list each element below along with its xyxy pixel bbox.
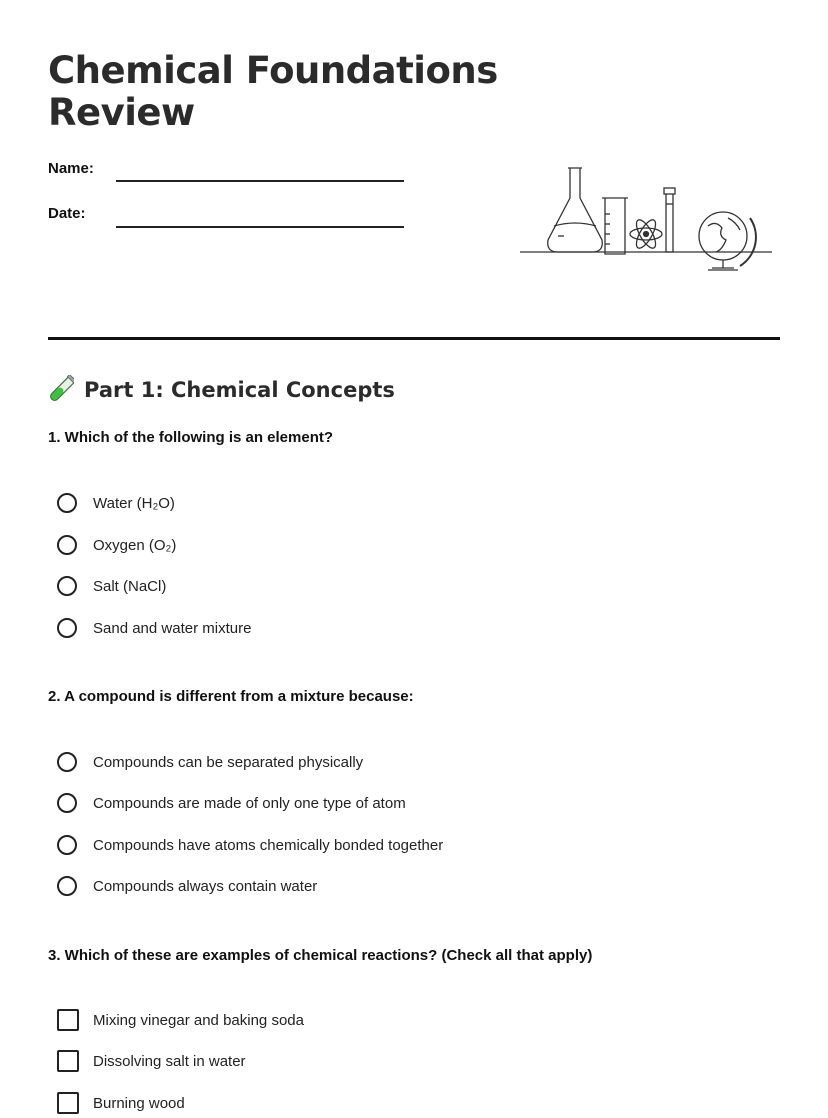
radio-button[interactable] <box>57 493 77 513</box>
part-1-title: Part 1: Chemical Concepts <box>84 378 395 402</box>
q3-option[interactable] <box>57 1090 185 1116</box>
option-label: Salt (NaCl) <box>93 577 167 595</box>
checkbox[interactable] <box>57 1092 79 1114</box>
q1-option[interactable] <box>57 490 175 516</box>
q2-option[interactable] <box>57 832 443 858</box>
question-3: 3. Which of these are examples of chemical reactions? (Check all that apply) <box>48 947 593 964</box>
option-label: Burning wood <box>93 1094 185 1112</box>
option-label: Compounds have atoms chemically bonded together <box>93 836 444 854</box>
lab-glassware-and-globe-icon <box>518 160 776 276</box>
radio-button[interactable] <box>57 576 77 596</box>
option-label: Sand and water mixture <box>93 619 252 637</box>
q3-option[interactable] <box>57 1048 246 1074</box>
part-1-header <box>48 374 395 406</box>
option-label: Dissolving salt in water <box>93 1052 246 1070</box>
checkbox[interactable] <box>57 1050 79 1072</box>
q1-option[interactable] <box>57 615 251 641</box>
name-label: Name: <box>48 160 94 177</box>
radio-button[interactable] <box>57 876 77 896</box>
q3-option[interactable] <box>57 1007 304 1033</box>
radio-button[interactable] <box>57 793 77 813</box>
date-label: Date: <box>48 205 86 222</box>
question-2: 2. A compound is different from a mixture because: <box>48 688 414 705</box>
date-field[interactable] <box>116 226 404 228</box>
q1-option[interactable] <box>57 573 166 599</box>
test-tube-icon <box>48 375 74 405</box>
option-label: Mixing vinegar and baking soda <box>93 1011 304 1029</box>
name-field[interactable] <box>116 180 404 182</box>
q2-option[interactable] <box>57 790 406 816</box>
radio-button[interactable] <box>57 618 77 638</box>
q1-option[interactable] <box>57 532 176 558</box>
radio-button[interactable] <box>57 752 77 772</box>
page-title: Chemical Foundations Review <box>48 49 498 134</box>
radio-button[interactable] <box>57 835 77 855</box>
section-divider <box>48 337 780 340</box>
radio-button[interactable] <box>57 535 77 555</box>
option-label: Oxygen (O₂) <box>93 536 177 554</box>
question-1: 1. Which of the following is an element? <box>48 429 334 446</box>
checkbox[interactable] <box>57 1009 79 1031</box>
q2-option[interactable] <box>57 749 363 775</box>
option-label: Compounds are made of only one type of atom <box>93 794 406 812</box>
option-label: Compounds always contain water <box>93 877 318 895</box>
option-label: Water (H₂O) <box>93 494 175 512</box>
option-label: Compounds can be separated physically <box>93 753 364 771</box>
q2-option[interactable] <box>57 873 317 899</box>
